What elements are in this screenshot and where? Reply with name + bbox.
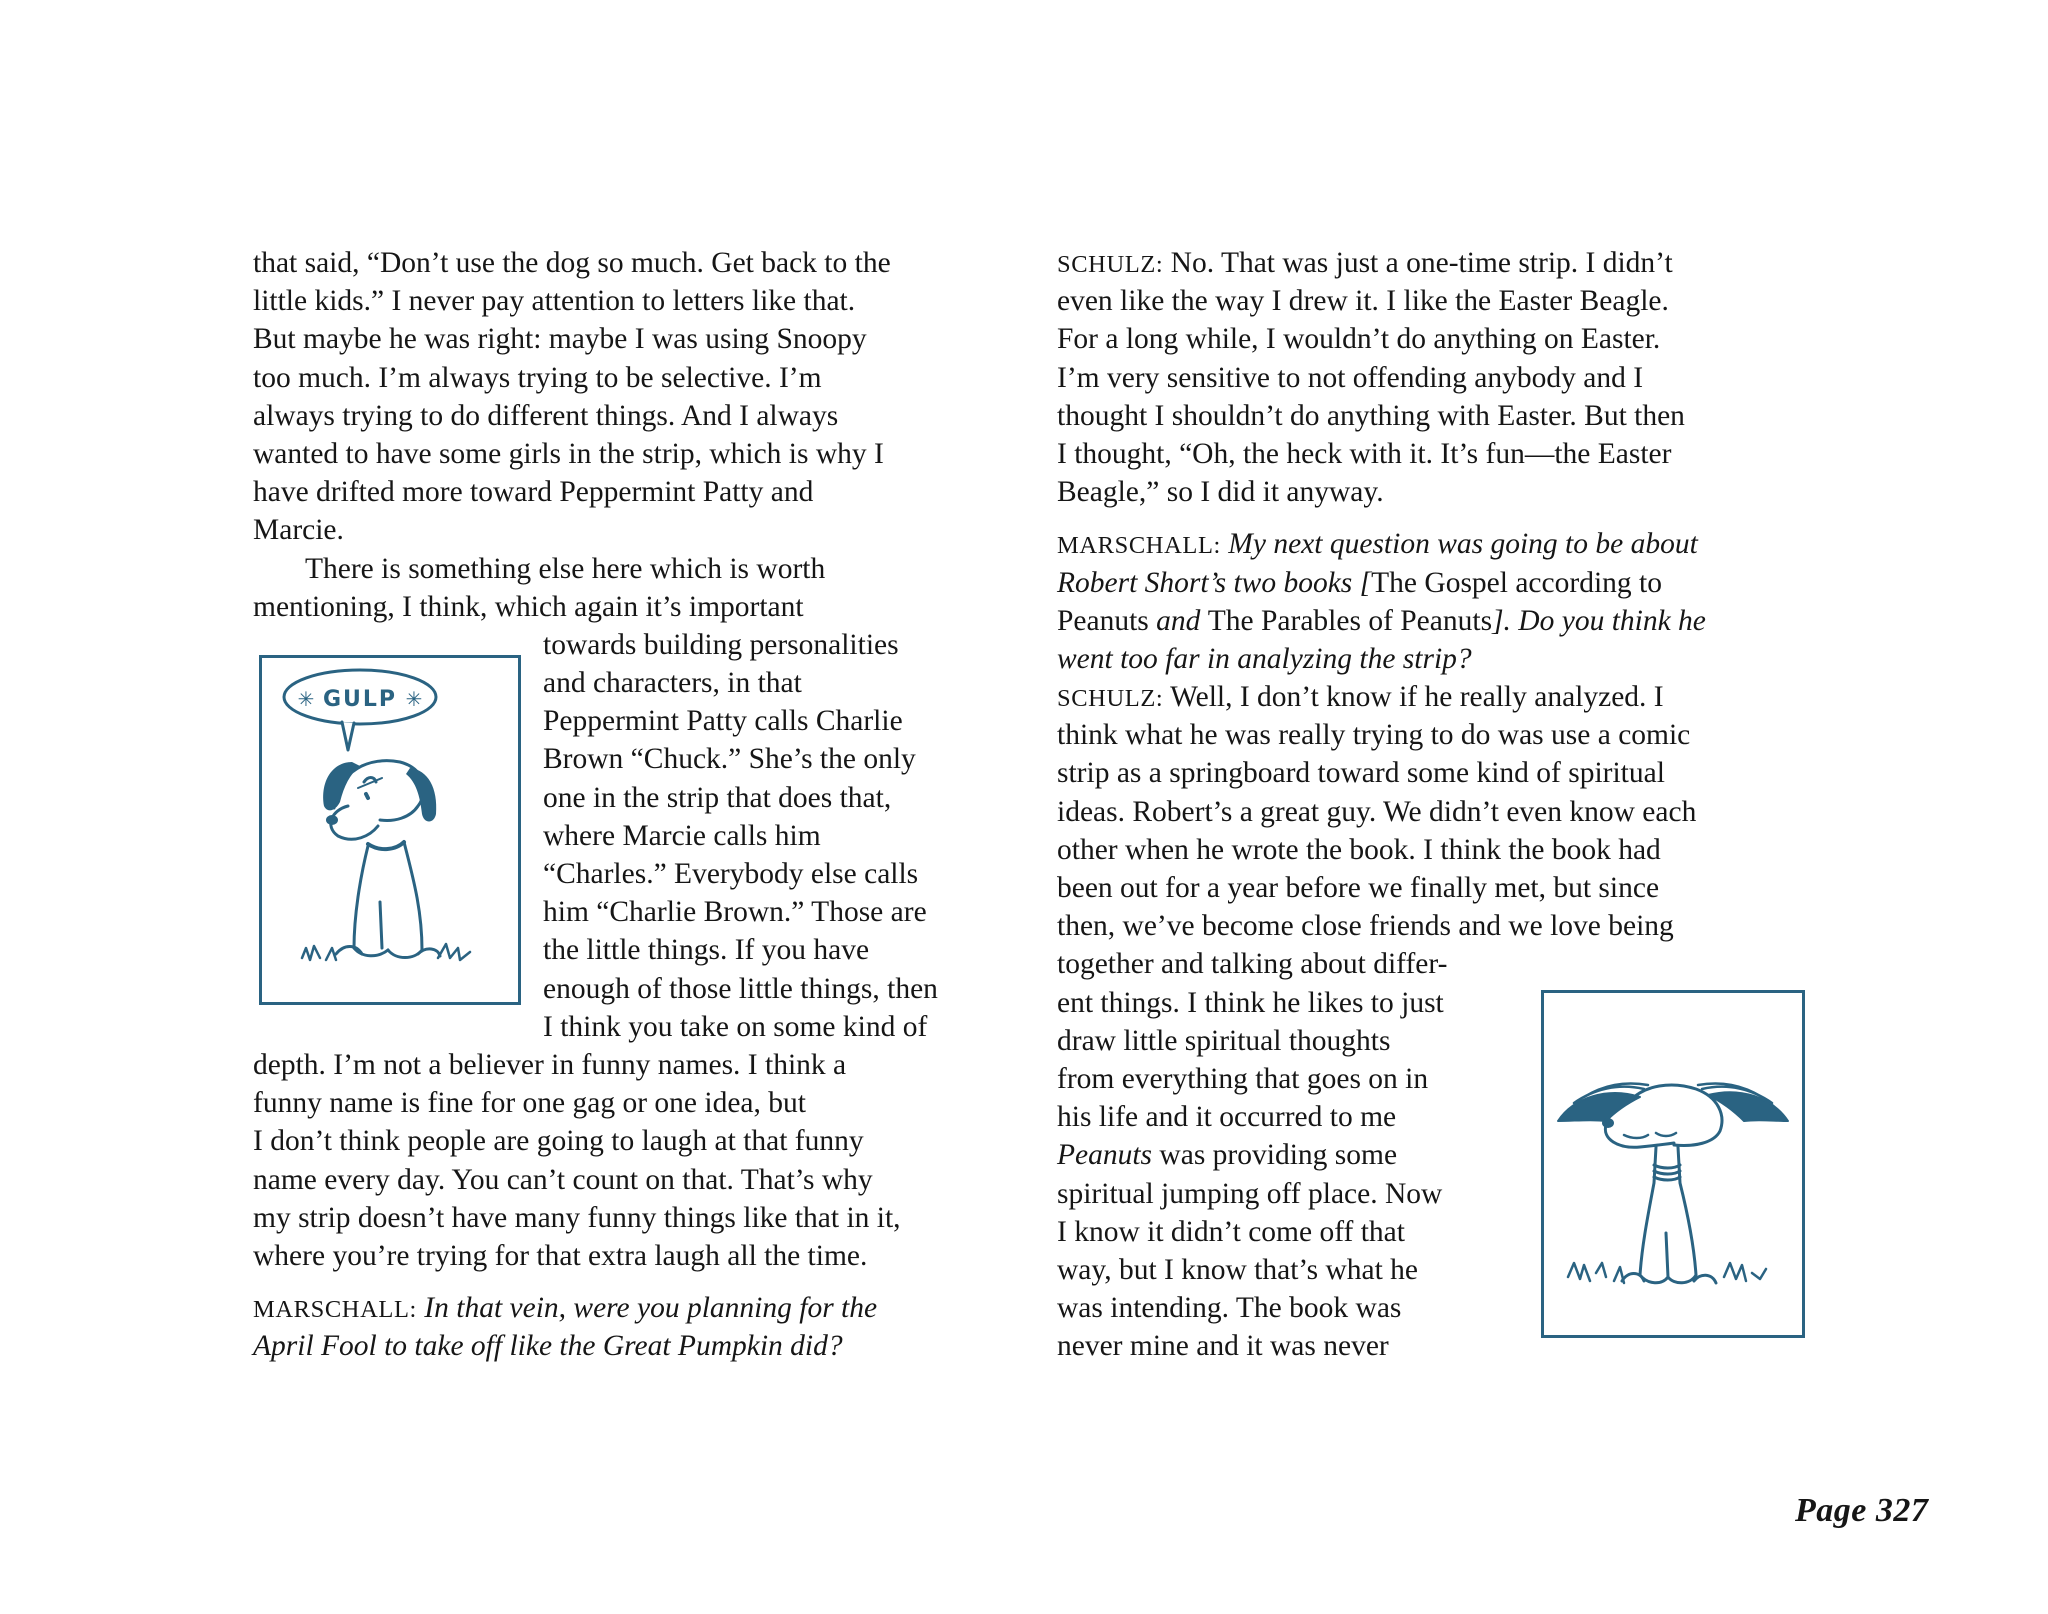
question-text: In that vein, were you planning for the	[424, 1292, 878, 1325]
book-title: The Parables of Peanuts	[1207, 604, 1493, 637]
text-line: my strip doesn’t have many funny things like that in it,	[253, 1201, 901, 1234]
book-title: Peanuts	[1057, 604, 1149, 637]
dog-body	[354, 846, 368, 948]
text-line: too much. I’m always trying to be selective. I’m	[253, 361, 822, 394]
text-line: together and talking about differ-	[1057, 948, 1448, 981]
answer-line	[1057, 678, 1807, 716]
dog-ear-left	[1558, 1093, 1640, 1121]
text-line: I know it didn’t come off that	[1057, 1215, 1405, 1248]
question-line	[253, 1289, 1013, 1327]
text-line: way, but I know that’s what he	[1057, 1253, 1419, 1286]
text-line: where Marcie calls him	[543, 819, 821, 852]
text-line: draw little spiritual thoughts	[1057, 1024, 1391, 1057]
question-text: and	[1148, 604, 1208, 637]
question-line	[1057, 602, 1807, 640]
speaker-label: MARSCHALL:	[1057, 532, 1221, 560]
text-line: I don’t think people are going to laugh at that funny	[253, 1125, 864, 1158]
text-line: Peppermint Patty calls Charlie	[543, 705, 903, 738]
answer-text: was providing some	[1152, 1139, 1398, 1172]
text-line: even like the way I drew it. I like the Easter Beagle.	[1057, 285, 1669, 318]
text-line: There is something else here which is worth	[305, 552, 826, 585]
text-line: towards building personalities	[543, 628, 899, 661]
gulp-text: GULP	[322, 687, 398, 712]
text-line: I’m very sensitive to not offending anybody and I	[1057, 361, 1644, 394]
answer-line	[1057, 244, 1807, 282]
answer-text: Well, I don’t know if he really analyzed. I	[1170, 681, 1664, 714]
text-line: one in the strip that does that,	[543, 781, 892, 814]
text-line: But maybe he was right: maybe I was using Snoopy	[253, 323, 867, 356]
text-line: enough of those little things, then	[543, 972, 938, 1005]
question-line: went too far in analyzing the strip?	[1057, 642, 1472, 675]
dog-nose	[326, 815, 338, 825]
answer-text: No. That was just a one-time strip. I didn’t	[1170, 247, 1673, 279]
text-line: where you’re trying for that extra laugh all the time.	[253, 1239, 868, 1272]
text-line: strip as a springboard toward some kind of spiritual	[1057, 757, 1665, 790]
text-line: have drifted more toward Peppermint Patty and	[253, 476, 814, 509]
speaker-label: SCHULZ:	[1057, 251, 1164, 278]
text-line: spiritual jumping off place. Now	[1057, 1177, 1443, 1210]
text-line: think what he was really trying to do was use a comic	[1057, 719, 1691, 752]
text-line: always trying to do different things. And I always	[253, 399, 839, 432]
text-line: Beagle,” so I did it anyway.	[1057, 476, 1384, 509]
text-line: thought I shouldn’t do anything with Easter. But then	[1057, 399, 1685, 432]
book-title: Peanuts	[1057, 1139, 1153, 1172]
text-line: him “Charlie Brown.” Those are	[543, 896, 927, 929]
text-line: his life and it occurred to me	[1057, 1101, 1397, 1134]
text-line: and characters, in that	[543, 667, 802, 700]
text-line: from everything that goes on in	[1057, 1062, 1429, 1095]
question-line	[1057, 564, 1807, 602]
text-line: then, we’ve become close friends and we love being	[1057, 910, 1674, 943]
paragraph-gap	[1057, 511, 1807, 525]
question-line	[1057, 525, 1807, 563]
text-line: Brown “Chuck.” She’s the only	[543, 743, 916, 776]
text-line: ideas. Robert’s a great guy. We didn’t even know each	[1057, 795, 1697, 828]
text-line: other when he wrote the book. I think the book had	[1057, 833, 1661, 866]
book-title: The Gospel according to	[1371, 566, 1662, 599]
comic-panel-ears-up	[1541, 990, 1805, 1338]
text-line: ent things. I think he likes to just	[1057, 986, 1444, 1019]
text-line: never mine and it was never	[1057, 1330, 1389, 1363]
text-line: was intending. The book was	[1057, 1292, 1402, 1325]
text-line: I think you take on some kind of	[543, 1010, 928, 1043]
question-text: Robert Short’s two books [	[1057, 566, 1372, 599]
text-line: the little things. If you have	[543, 934, 870, 967]
snoopy-gulp-illustration	[262, 658, 518, 1002]
comic-panel-gulp	[259, 655, 521, 1005]
text-line: mentioning, I think, which again it’s important	[253, 590, 804, 623]
question-line: April Fool to take off like the Great Pumpkin did?	[253, 1330, 843, 1363]
sparkle-icon: ✳	[297, 687, 315, 711]
text-line: For a long while, I wouldn’t do anything on Easter.	[1057, 323, 1661, 356]
speaker-label: SCHULZ:	[1057, 685, 1164, 713]
text-line: Marcie.	[253, 514, 344, 547]
question-text: ]. Do you think he	[1492, 604, 1706, 637]
text-line: funny name is fine for one gag or one idea, but	[253, 1087, 806, 1120]
dog-nose	[1602, 1118, 1614, 1128]
paragraph-gap	[253, 1275, 1013, 1289]
text-line: little kids.” I never pay attention to letters like that.	[253, 285, 856, 318]
text-line: wanted to have some girls in the strip, which is why I	[253, 437, 884, 470]
page-number: Page 327	[1795, 1492, 1929, 1529]
question-text: My next question was going to be about	[1228, 528, 1698, 561]
text-line: I thought, “Oh, the heck with it. It’s fun—the Easter	[1057, 437, 1672, 470]
balloon-tail	[342, 722, 354, 750]
text-line: depth. I’m not a believer in funny names. I think a	[253, 1048, 847, 1081]
text-line: “Charles.” Everybody else calls	[543, 858, 919, 890]
sparkle-icon: ✳	[405, 687, 423, 711]
text-line: been out for a year before we finally met, but since	[1057, 872, 1660, 904]
snoopy-ears-up-illustration	[1544, 993, 1802, 1335]
text-line: that said, “Don’t use the dog so much. Get back to the	[253, 247, 891, 279]
dog-muzzle	[331, 806, 378, 839]
dog-body	[1640, 1147, 1656, 1275]
speaker-label: MARSCHALL:	[253, 1296, 417, 1324]
text-line: name every day. You can’t count on that. That’s why	[253, 1163, 873, 1196]
dog-ear-left	[323, 762, 360, 810]
